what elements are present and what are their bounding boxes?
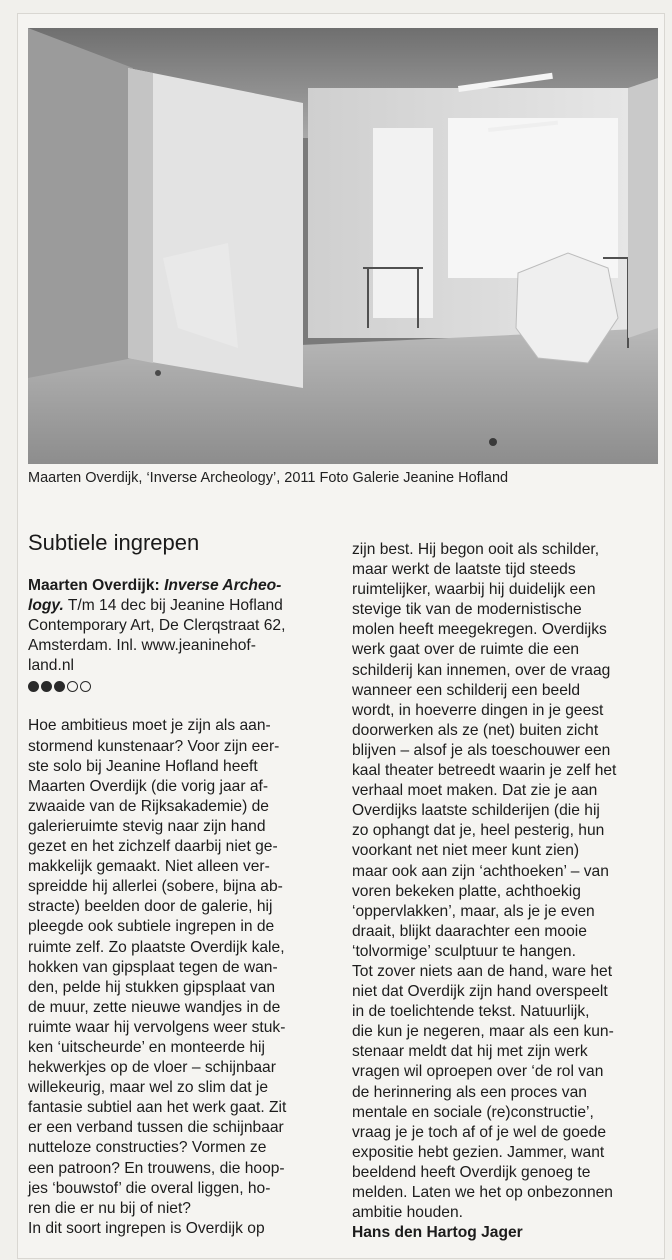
article-column-left (28, 576, 333, 1239)
rating-dot (80, 681, 91, 692)
author-signature: Hans den Hartog Jager (352, 1224, 523, 1242)
photo-caption: Maarten Overdijk, ‘Inverse Archeology’, 2011 Foto Galerie Jeanine Hofland (28, 470, 509, 486)
star-rating (28, 678, 333, 694)
gallery-photo-drawing (28, 28, 658, 464)
rating-dot (41, 681, 52, 692)
rating-dot (67, 681, 78, 692)
body-text-right: zijn best. Hij begon ooit als schilder, maar werkt de laatste tijd steeds ruimtelijker, waarbij hij duidelijk een stevige tik van de modernistische molen heeft meegekregen. Overdijks werk gaat over de ruimte die een schilderij kan innemen, over de vraag wanneer een schilderij een beeld wordt, in hoeverre dingen in je geest doorwerken als ze (net) buiten zicht blijven – alsof je als toeschouwer een kaal theater betreedt waarin je zelf het verhaal moet maken. Dat zie je aan Overdijks laatste schilderijen (die hij zo ophangt dat je, heel pesterig, hun voorkant net niet meer kunt zien) maar ook aan zijn ‘achthoeken’ – van voren bekeken platte, achthoekig ‘oppervlakken’, maar, als je je even draait, blijkt daarachter een mooie ‘tolvormige’ sculptuur te hangen. Tot zover niets aan de hand, ware het niet dat Overdijk zijn hand overspeelt in de toelichtende tekst. Natuurlijk, die kun je negeren, maar als een kun- stenaar meldt dat hij met zijn werk vragen wil oproepen over ‘de rol van de herinnering als een proces van mentale en sociale (re)constructie’, vraag je je toch af of je wel de goede expositie hebt gezien. Jammer, want beeldend heeft Overdijk genoeg te melden. Laten we het op onbezonnen ambitie houden. (352, 541, 617, 1222)
gallery-photo (28, 28, 658, 464)
rating-dot (54, 681, 65, 692)
exhibition-details: T/m 14 dec bij Jeanine Hofland Contemporary Art, De Clerqstraat 62, Amsterdam. Inl. www.jeaninehof- land.nl (28, 597, 286, 675)
artist-name: Maarten Overdijk: (28, 577, 165, 594)
body-text-left: Hoe ambitieus moet je zijn als aan- stormend kunstenaar? Voor zijn eer- ste solo bij Jeanine Hofland heeft Maarten Overdijk (die vorig jaar af- zwaaide van de Rijksakademie) de galerieruimte stevig naar zijn hand gezet en het zichzelf daarbij niet ge- makkelijk gemaakt. Niet alleen ver- spreidde hij allerlei (sobere, bijna ab- stracte) beelden door de galerie, hij pleegde ook subtiele ingrepen in de ruimte zelf. Zo plaatste Overdijk kale, hokken van gipsplaat tegen de wan- den, pelde hij stukken gipsplaat van de muur, zette nieuwe wandjes in de ruimte waar hij vervolgens weer stuk- ken ‘uitscheurde’ en monteerde hij hekwerkjes op de vloer – schijnbaar willekeurig, maar wel zo slim dat je fantasie subtiel aan het werk gaat. Zit er een verband tussen die schijnbaar nutteloze constructies? Vormen ze een patroon? En trouwens, die hoop- jes ‘bouwstof’ die overal liggen, ho- ren die er nu bij of niet? In dit soort ingrepen is Overdijk op (28, 717, 287, 1237)
rating-dot (28, 681, 39, 692)
article-column-right (352, 540, 664, 1243)
newspaper-clipping (18, 14, 664, 1258)
exhibition-title: Inverse Archeo- logy. (28, 577, 282, 615)
exhibition-info (28, 576, 333, 676)
article-headline: Subtiele ingrepen (28, 530, 200, 555)
